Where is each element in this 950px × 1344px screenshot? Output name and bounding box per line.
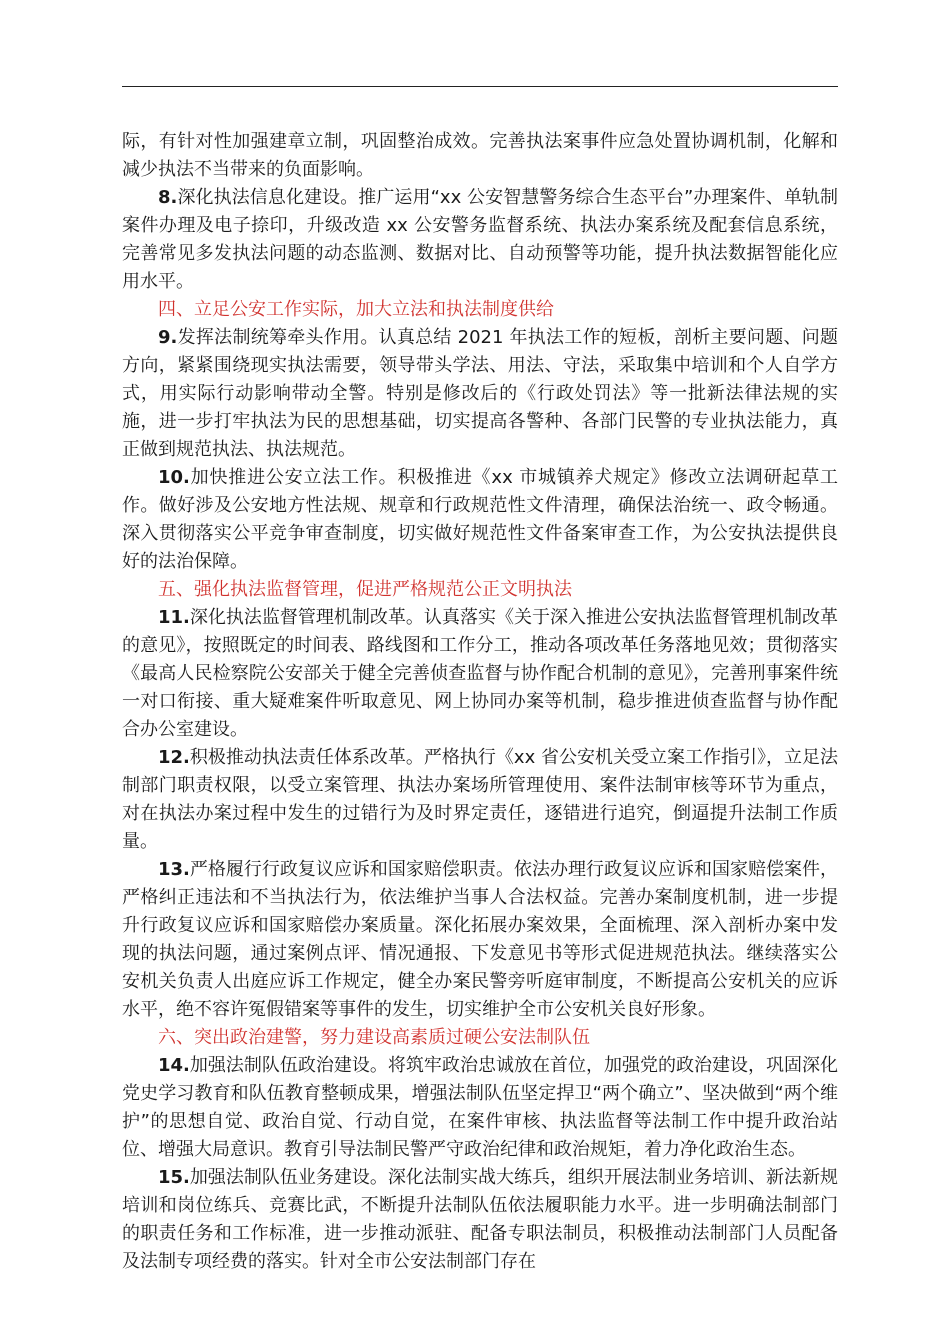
paragraph-13 [122,856,838,1024]
paragraph-12 [122,744,838,856]
document-body [122,128,838,1276]
paragraph-text: 深化执法监督管理机制改革。认真落实《关于深入推进公安执法监督管理机制改革的意见》，按照既定的时间表、路线图和工作分工，推动各项改革任务落地见效；贯彻落实《最高人民检察院公安部关于健全完善侦查监督与协作配合机制的意见》，完善刑事案件统一对口衔接、重大疑难案件听取意见、网上协同办案等机制，稳步推进侦查监督与协作配合办公室建设。 [122,607,838,740]
header-rule [122,86,838,87]
paragraph-text: 加快推进公安立法工作。积极推进《xx 市城镇养犬规定》修改立法调研起草工作。做好涉及公安地方性法规、规章和行政规范性文件清理，确保法治统一、政令畅通。深入贯彻落实公平竞争审查制度，切实做好规范性文件备案审查工作，为公安执法提供良好的法治保障。 [122,467,838,572]
item-number: 13. [158,859,190,880]
paragraph-11 [122,604,838,744]
item-number: 10. [158,467,190,488]
paragraph-text: 积极推动执法责任体系改革。严格执行《xx 省公安机关受立案工作指引》，立足法制部门职责权限，以受立案管理、执法办案场所管理使用、案件法制审核等环节为重点，对在执法办案过程中发生的过错行为及时界定责任，逐错进行追究，倒逼提升法制工作质量。 [122,747,838,852]
paragraph-text: 深化执法信息化建设。推广运用“xx 公安智慧警务综合生态平台”办理案件、单轨制案件办理及电子捺印，升级改造 xx 公安警务监督系统、执法办案系统及配套信息系统，完善常见多发执法问题的动态监测、数据对比、自动预警等功能，提升执法数据智能化应用水平。 [122,187,838,292]
paragraph-15 [122,1164,838,1276]
section-heading-5 [122,576,838,604]
paragraph-text: 加强法制队伍政治建设。将筑牢政治忠诚放在首位，加强党的政治建设，巩固深化党史学习教育和队伍教育整顿成果，增强法制队伍坚定捍卫“两个确立”、坚决做到“两个维护”的思想自觉、政治自觉、行动自觉，在案件审核、执法监督等法制工作中提升政治站位、增强大局意识。教育引导法制民警严守政治纪律和政治规矩，着力净化政治生态。 [122,1055,838,1160]
item-number: 14. [158,1055,190,1076]
paragraph-text: 际，有针对性加强建章立制，巩固整治成效。完善执法案事件应急处置协调机制，化解和减少执法不当带来的负面影响。 [122,131,838,180]
item-number: 15. [158,1167,190,1188]
item-number: 9. [158,327,178,348]
paragraph-14 [122,1052,838,1164]
paragraph-text: 发挥法制统筹牵头作用。认真总结 2021 年执法工作的短板，剖析主要问题、问题方向，紧紧围绕现实执法需要，领导带头学法、用法、守法，采取集中培训和个人自学方式，用实际行动影响带动全警。特别是修改后的《行政处罚法》等一批新法律法规的实施，进一步打牢执法为民的思想基础，切实提高各警种、各部门民警的专业执法能力，真正做到规范执法、执法规范。 [122,327,838,460]
item-number: 12. [158,747,190,768]
paragraph-text: 加强法制队伍业务建设。深化法制实战大练兵，组织开展法制业务培训、新法新规培训和岗位练兵、竞赛比武，不断提升法制队伍依法履职能力水平。进一步明确法制部门的职责任务和工作标准，进一步推动派驻、配备专职法制员，积极推动法制部门人员配备及法制专项经费的落实。针对全市公安法制部门存在 [122,1167,838,1272]
paragraph-text: 严格履行行政复议应诉和国家赔偿职责。依法办理行政复议应诉和国家赔偿案件，严格纠正违法和不当执法行为，依法维护当事人合法权益。完善办案制度机制，进一步提升行政复议应诉和国家赔偿办案质量。深化拓展办案效果，全面梳理、深入剖析办案中发现的执法问题，通过案例点评、情况通报、下发意见书等形式促进规范执法。继续落实公安机关负责人出庭应诉工作规定，健全办案民警旁听庭审制度，不断提高公安机关的应诉水平，绝不容许冤假错案等事件的发生，切实维护全市公安机关良好形象。 [122,859,838,1020]
paragraph-10 [122,464,838,576]
item-number: 8. [158,187,178,208]
heading-text: 四、立足公安工作实际，加大立法和执法制度供给 [158,299,554,320]
item-number: 11. [158,607,190,628]
heading-text: 六、突出政治建警，努力建设高素质过硬公安法制队伍 [158,1027,590,1048]
section-heading-4 [122,296,838,324]
paragraph-8 [122,184,838,296]
paragraph-continuation [122,128,838,184]
paragraph-9 [122,324,838,464]
heading-text: 五、强化执法监督管理，促进严格规范公正文明执法 [158,579,572,600]
section-heading-6 [122,1024,838,1052]
